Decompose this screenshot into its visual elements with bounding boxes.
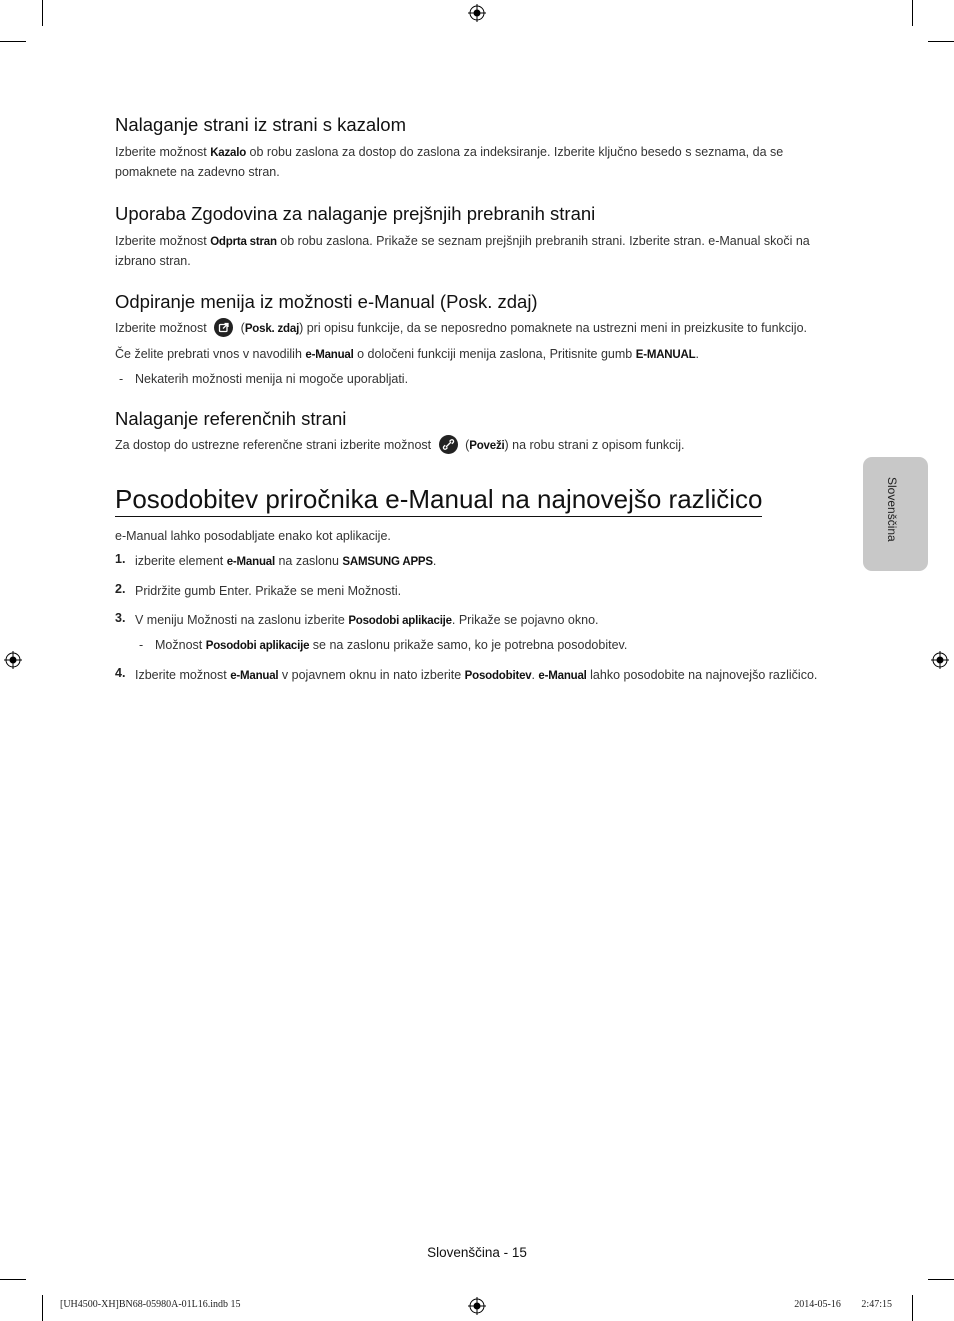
text: . <box>695 347 699 361</box>
section-heading: Nalaganje referenčnih strani <box>115 408 347 429</box>
text: Možnost <box>155 638 206 652</box>
crop-mark <box>42 0 43 26</box>
text: ) na robu strani z opisom funkcij. <box>504 438 685 452</box>
text: Izberite možnost <box>115 145 211 159</box>
section-heading: Nalaganje strani iz strani s kazalom <box>115 114 406 135</box>
option-odprta-stran: Odprta stran <box>210 236 277 248</box>
section-heading: Uporaba Zgodovina za nalaganje prejšnjih prebranih strani <box>115 203 596 224</box>
imprint-file: [UH4500-XH]BN68-05980A-01L16.indb 15 <box>60 1299 241 1310</box>
option-posodobi-aplikacije: Posodobi aplikacije <box>205 640 310 652</box>
text: Izberite možnost <box>115 321 211 335</box>
section-text <box>115 232 835 271</box>
section-text <box>115 435 684 456</box>
language-side-tab-label: Slovenščina <box>885 477 899 542</box>
link-icon <box>439 435 458 454</box>
text: Izberite možnost <box>135 668 231 682</box>
section-heading: Odpiranje menija iz možnosti e-Manual (Posk. zdaj) <box>115 291 538 312</box>
option-samsung-apps: SAMSUNG APPS <box>342 556 433 568</box>
text: ( <box>237 321 245 335</box>
note-dash: - <box>139 638 144 652</box>
text: Za dostop do ustrezne referenčne strani izberite možnost <box>115 438 435 452</box>
step-text <box>135 611 835 631</box>
crop-mark <box>912 0 913 26</box>
text: V meniju Možnosti na zaslonu izberite <box>135 613 349 627</box>
text: Izberite možnost <box>115 234 211 248</box>
section-reference <box>115 406 684 456</box>
text: se na zaslonu prikaže samo, ko je potrebna posodobitev. <box>309 638 628 652</box>
steps-list <box>115 552 835 696</box>
list-item <box>115 611 835 656</box>
note-dash: - <box>119 372 124 386</box>
sub-note <box>115 636 835 656</box>
section-history <box>115 201 835 271</box>
step-number: 3. <box>115 611 126 625</box>
button-e-manual: E-MANUAL <box>635 349 696 361</box>
crop-mark <box>0 1279 26 1280</box>
intro-text: e-Manual lahko posodabljate enako kot aplikacije. <box>115 529 391 543</box>
page-title: Posodobitev priročnika e-Manual na najnovejšo različico <box>115 482 762 517</box>
option-posodobi-aplikacije: Posodobi aplikacije <box>348 615 452 627</box>
section-text <box>115 318 835 339</box>
step-text <box>135 582 835 601</box>
text: ob robu zaslona. Prikaže se seznam prejšnjih prebranih strani. Izberite stran. e-Manual skoči na izbrano stran. <box>115 234 810 268</box>
option-posodobitev: Posodobitev <box>464 670 532 682</box>
registration-mark-icon <box>468 1297 486 1315</box>
text: . Prikaže se pojavno okno. <box>451 613 599 627</box>
text: o določeni funkciji menija zaslona, Pritisnite gumb <box>353 347 636 361</box>
text: Pridržite gumb Enter. Prikaže se meni Možnosti. <box>135 584 402 598</box>
text: na zaslonu <box>274 554 343 568</box>
text: ) pri opisu funkcije, da se neposredno pomaknete na ustrezni meni in preizkusite to funkcijo. <box>299 321 807 335</box>
list-item <box>115 666 835 686</box>
registration-mark-icon <box>931 651 949 669</box>
option-posk-zdaj: Posk. zdaj <box>244 323 300 335</box>
try-now-icon <box>214 318 233 337</box>
step-text <box>135 666 835 686</box>
imprint-date: 2014-05-16 ￿￿ 2:47:15 <box>794 1299 892 1310</box>
step-number: 2. <box>115 582 126 596</box>
option-e-manual: e-Manual <box>305 349 354 361</box>
registration-mark-icon <box>4 651 22 669</box>
option-povezi: Poveži <box>469 440 505 452</box>
crop-mark <box>0 41 26 42</box>
crop-mark <box>928 41 954 42</box>
registration-mark-icon <box>468 4 486 22</box>
list-item <box>115 582 835 601</box>
section-text <box>115 143 835 182</box>
text: izberite element <box>135 554 227 568</box>
section-try-now <box>115 289 835 389</box>
crop-mark <box>928 1279 954 1280</box>
text: v pojavnem oknu in nato izberite <box>278 668 465 682</box>
crop-mark <box>42 1295 43 1321</box>
text: ob robu zaslona za dostop do zaslona za indeksiranje. Izberite ključno besedo s seznama, da se pomaknete na zadevno stran. <box>115 145 784 179</box>
list-item <box>115 552 835 572</box>
option-e-manual: e-Manual <box>230 670 279 682</box>
option-e-manual: e-Manual <box>226 556 275 568</box>
note <box>115 370 835 389</box>
option-kazalo: Kazalo <box>210 147 247 159</box>
note-text: Nekaterih možnosti menija ni mogoče uporabljati. <box>135 372 409 386</box>
section-update <box>115 482 762 546</box>
text: . <box>531 668 539 682</box>
step-number: 4. <box>115 666 126 680</box>
step-number: 1. <box>115 552 126 566</box>
section-text <box>115 345 835 365</box>
option-e-manual: e-Manual <box>538 670 587 682</box>
section-index <box>115 112 835 182</box>
page-number: Slovenščina - 15 <box>427 1245 527 1260</box>
language-side-tab <box>863 457 928 571</box>
text: lahko posodobite na najnovejšo različico. <box>586 668 818 682</box>
step-text <box>135 552 835 572</box>
text: Če želite prebrati vnos v navodilih <box>115 347 306 361</box>
text: . <box>432 554 437 568</box>
crop-mark <box>912 1295 913 1321</box>
text: ( <box>461 438 470 452</box>
